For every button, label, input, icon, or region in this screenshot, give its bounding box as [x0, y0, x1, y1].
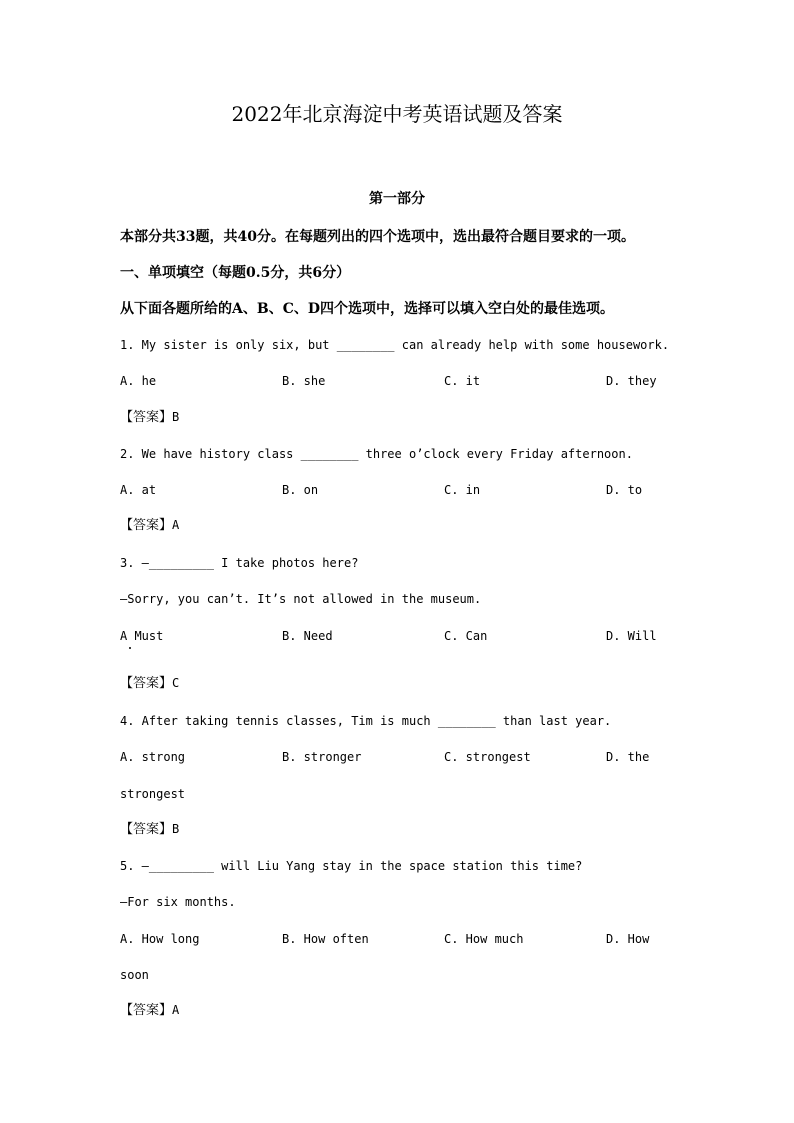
question-5-option-c: C. How much [444, 932, 524, 946]
question-5-option-a: A. How long [120, 932, 200, 946]
part-intro: 本部分共33题，共40分。在每题列出的四个选项中，选出最符合题目要求的一项。 [120, 229, 635, 245]
question-3-option-d: D. Will [606, 629, 657, 643]
answer-label: 【答案】 [120, 1003, 173, 1018]
question-4-answer [120, 818, 179, 837]
question-5-reply: —For six months. [120, 895, 236, 909]
document-title: 2022年北京海淀中考英语试题及答案 [231, 102, 563, 126]
question-5-option-b: B. How often [282, 932, 369, 946]
question-4-option-d: D. the [606, 750, 650, 764]
question-1-option-a: A. he [120, 374, 157, 388]
question-2-answer [120, 514, 179, 533]
question-2-stem: 2. We have history class ________ three o’clock every Friday afternoon. [120, 447, 633, 461]
question-3-option-a: A Must [120, 629, 164, 643]
answer-value: C [172, 676, 180, 690]
question-3-stem: 3. —_________ I take photos here? [120, 556, 359, 570]
question-4-stem: 4. After taking tennis classes, Tim is much ________ than last year. [120, 714, 612, 728]
stray-dot [129, 647, 131, 649]
question-3-answer [120, 672, 179, 691]
question-2-option-b: B. on [282, 483, 319, 497]
question-3-reply: —Sorry, you can’t. It’s not allowed in the museum. [120, 592, 482, 606]
answer-label: 【答案】 [120, 410, 173, 425]
question-4-option-a: A. strong [120, 750, 186, 764]
question-1-option-d: D. they [606, 374, 657, 388]
answer-value: A [172, 1003, 180, 1017]
question-3-option-c: C. Can [444, 629, 488, 643]
question-1-answer [120, 406, 179, 425]
answer-value: B [172, 410, 180, 424]
answer-value: B [172, 822, 180, 836]
answer-value: A [172, 518, 180, 532]
question-1-stem: 1. My sister is only six, but ________ can already help with some housework. [120, 338, 670, 352]
question-1-option-b: B. she [282, 374, 326, 388]
question-5-answer [120, 999, 179, 1018]
part1-heading: 一、单项填空（每题0.5分，共6分） [120, 265, 351, 281]
section-title: 第一部分 [369, 191, 425, 207]
question-4-option-b: B. stronger [282, 750, 362, 764]
question-4-option-d-wrap: strongest [120, 787, 186, 801]
question-3-option-b: B. Need [282, 629, 333, 643]
question-5-stem: 5. —_________ will Liu Yang stay in the space station this time? [120, 859, 583, 873]
question-5-option-d: D. How [606, 932, 650, 946]
answer-label: 【答案】 [120, 822, 173, 837]
question-1-option-c: C. it [444, 374, 481, 388]
answer-label: 【答案】 [120, 518, 173, 533]
answer-label: 【答案】 [120, 676, 173, 691]
question-2-option-d: D. to [606, 483, 643, 497]
question-2-option-a: A. at [120, 483, 157, 497]
question-4-option-c: C. strongest [444, 750, 531, 764]
instruction: 从下面各题所给的A、B、C、D四个选项中，选择可以填入空白处的最佳选项。 [120, 301, 614, 317]
question-2-option-c: C. in [444, 483, 481, 497]
question-5-option-d-wrap: soon [120, 968, 149, 982]
